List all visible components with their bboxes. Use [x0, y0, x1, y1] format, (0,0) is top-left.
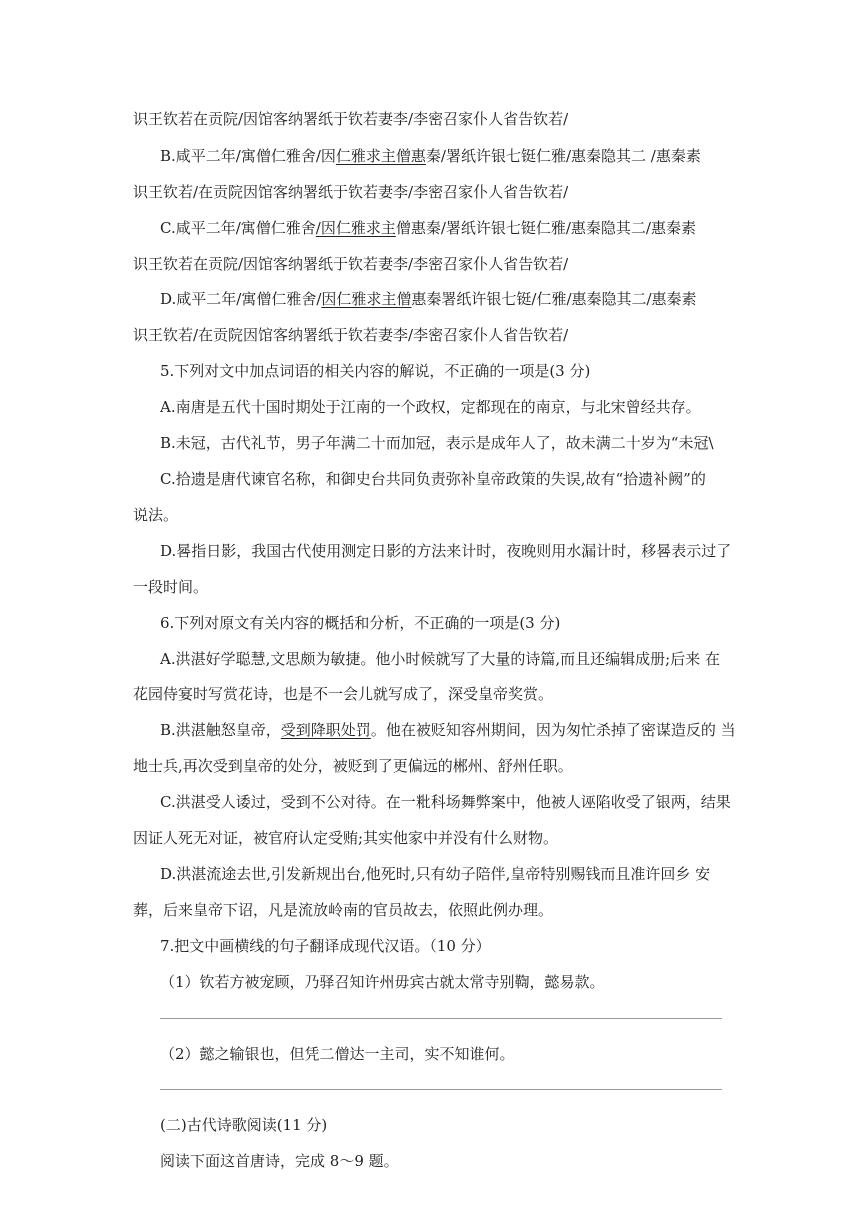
q4-option-d-underlined: 因仁雅求主僧	[321, 290, 412, 308]
q4-option-c-text: C.咸平二年/寓僧仁雅舍	[160, 219, 316, 237]
q4-option-a-continuation: 识王钦若在贡院/因馆客纳署纸于钦若妻李/李密召家仆人省告钦若/	[133, 110, 569, 128]
q6-option-c-line2: 因证人死无对证，被官府认定受贿;其实他家中并没有什么财物。	[133, 829, 559, 847]
q6-option-a-line1: A.洪湛好学聪慧,文思颇为敏捷。他小时候就写了大量的诗篇,而且还编辑成册;后来 在	[160, 650, 720, 668]
q4-option-b-line2: 识王钦若/在贡院因馆客纳署纸于钦若妻李/李密召家仆人省告钦若/	[133, 183, 569, 201]
q7-sentence-2: （2）懿之输银也，但凭二僧达一主司，实不知谁何。	[160, 1045, 515, 1063]
q5-option-c-line1: C.拾遗是唐代谏官名称，和御史台共同负责弥补皇帝政策的失误,故有“拾遗补阙”的	[160, 470, 706, 488]
q6-option-d-line1: D.洪湛流途去世,引发新规出台,他死时,只有幼子陪伴,皇帝特别赐钱而且准许回乡 安	[160, 865, 711, 883]
q5-option-b: B.未冠，古代礼节，男子年满二十而加冠，表示是成年人了，故未满二十岁为“未冠\	[160, 434, 714, 452]
q4-option-d-text-rest: 惠秦署纸许银七铤/仁雅/惠秦隐其二/惠秦素	[411, 290, 697, 308]
q6-option-a-line2: 花园侍宴时写赏花诗，也是不一会儿就写成了，深受皇帝奖赏。	[133, 685, 554, 703]
q5-option-c-line2: 说法。	[133, 506, 179, 524]
q4-option-c-line2: 识王钦若在贡院/因馆客纳署纸于钦若妻李/李密召家仆人省告钦若/	[133, 255, 569, 273]
q4-option-d-line1	[160, 289, 733, 309]
q5-option-a: A.南唐是五代十国时期处于江南的一个政权，定都现在的南京，与北宋曾经共存。	[160, 398, 701, 416]
q4-option-c-underlined: /因仁雅求主	[315, 219, 396, 237]
q7-answer-line-2[interactable]	[160, 1089, 722, 1090]
q6-option-b-line2: 地士兵,再次受到皇帝的处分，被贬到了更偏远的郴州、舒州任职。	[133, 757, 573, 775]
q4-option-c-text-rest: 僧惠秦/署纸许银七铤仁雅/惠秦隐其二/惠秦素	[395, 219, 696, 237]
q4-option-b-text-rest: 秦/署纸许银七铤仁雅/惠秦隐其二 /惠秦素	[425, 147, 701, 165]
q5-stem: 5.下列对文中加点词语的相关内容的解说，不正确的一项是(3 分)	[160, 362, 591, 380]
q4-option-b-line1	[160, 146, 733, 166]
q4-option-b-text: B.咸平二年/寓僧仁雅舍/因	[160, 147, 336, 165]
q5-option-d-line2: 一段时间。	[133, 578, 209, 596]
q7-stem: 7.把文中画横线的句子翻译成现代汉语。（10 分）	[160, 937, 491, 955]
q4-option-b-underlined: 仁雅求主僧惠	[335, 147, 426, 165]
q4-option-d-line2: 识王钦若/在贡院因馆客纳署纸于钦若妻李/李密召家仆人省告钦若/	[133, 326, 569, 344]
q6-option-b-text: B.洪湛触怒皇帝，	[160, 721, 281, 739]
q6-option-b-line1	[160, 720, 736, 740]
q6-option-b-underlined: 受到降职处罚	[280, 721, 371, 739]
q4-option-c-line1	[160, 218, 733, 238]
q7-sentence-1: （1）钦若方被宠顾，乃驿召知许州毋宾古就太常寺别鞫，懿易款。	[160, 973, 605, 991]
q4-option-d-text: D.咸平二年/寓僧仁雅舍/	[160, 290, 322, 308]
q7-answer-line-1[interactable]	[160, 1018, 722, 1019]
section2-title: (二)古代诗歌阅读(11 分)	[160, 1116, 328, 1134]
q6-option-b-text-rest: 。他在被贬知容州期间，因为匆忙杀掉了密谋造反的 当	[370, 721, 736, 739]
q6-option-c-line1: C.洪湛受人诿过，受到不公对待。在一粃科场舞弊案中，他被人诬陷收受了银两，结果	[160, 793, 731, 811]
q5-option-d-line1: D.晷指日影，我国古代使用测定日影的方法来计时，夜晚则用水漏计时，移晷表示过了	[160, 542, 732, 560]
q6-stem: 6.下列对原文有关内容的概括和分析，不正确的一项是(3 分)	[160, 614, 561, 632]
q6-option-d-line2: 葬，后来皇帝下诏，凡是流放岭南的官员故去，依照此例办理。	[133, 901, 554, 919]
section2-intro: 阅读下面这首唐诗，完成 8～9 题。	[160, 1152, 399, 1170]
